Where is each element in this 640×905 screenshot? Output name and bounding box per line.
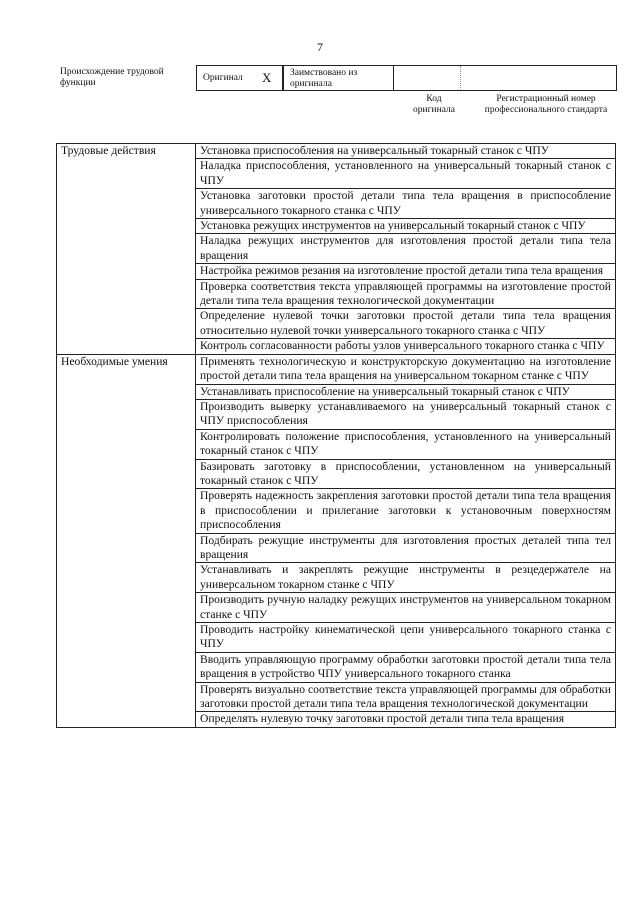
table-cell-item: Установка режущих инструментов на универсальный токарный станок с ЧПУ (196, 219, 616, 234)
code-divider (460, 66, 461, 90)
code-caption: Код оригинала (413, 94, 455, 115)
table-row (57, 144, 616, 159)
table-cell-item: Проводить настройку кинематической цепи универсального токарного станка с ЧПУ (196, 623, 616, 653)
table-cell-item: Определение нулевой точки заготовки простой детали типа тела вращения относительно нулевой точки универсального токарного станка с ЧПУ (196, 309, 616, 339)
table-cell-item: Наладка приспособления, установленного на универсальный токарный станок с ЧПУ (196, 159, 616, 189)
table-cell-item: Установка приспособления на универсальный токарный станок с ЧПУ (196, 144, 616, 159)
table-cell-item: Вводить управляющую программу обработки заготовки простой детали типа тела вращения в устройство ЧПУ универсального токарного станка (196, 652, 616, 682)
table-cell-item: Установка заготовки простой детали типа тела вращения в приспособление универсального токарного станка с ЧПУ (196, 189, 616, 219)
original-mark: X (262, 70, 272, 85)
table-cell-item: Производить выверку устанавливаемого на универсальный токарный станок с ЧПУ приспособления (196, 399, 616, 429)
table-cell-item: Подбирать режущие инструменты для изготовления простых деталей типа тел вращения (196, 533, 616, 563)
section-title: Необходимые умения (57, 354, 196, 727)
original-label: Оригинал (203, 73, 243, 83)
section-title: Трудовые действия (57, 144, 196, 355)
borrowed-label: Заимствовано из оригинала (290, 68, 358, 89)
table-cell-item: Проверка соответствия текста управляющей программы на изготовление простой детали типа тела вращения технологической документации (196, 279, 616, 309)
table-cell-item: Устанавливать и закреплять режущие инструменты в резцедержателе на универсальном токарном станке с ЧПУ (196, 563, 616, 593)
table-cell-item: Настройка режимов резания на изготовление простой детали типа тела вращения (196, 264, 616, 279)
table-cell-item: Производить ручную наладку режущих инструментов на универсальном токарном станке с ЧПУ (196, 593, 616, 623)
table-cell-item: Проверять визуально соответствие текста управляющей программы для обработки заготовки простой детали типа тела вращения технологической документации (196, 682, 616, 712)
table-cell-item: Применять технологическую и конструкторскую документацию на изготовление простой детали типа тела вращения на универсальном токарном станке с ЧПУ (196, 354, 616, 384)
borrowed-box (283, 65, 394, 91)
reg-number-caption: Регистрационный номер профессионального стандарта (484, 94, 608, 115)
original-box (196, 65, 283, 91)
function-table (56, 143, 616, 728)
table-cell-item: Базировать заготовку в приспособлении, установленном на универсальный токарный станок с ЧПУ (196, 459, 616, 489)
page-number: 7 (317, 40, 323, 54)
table-cell-item: Проверять надежность закрепления заготовки простой детали типа тела вращения в приспособлении и прилегание заготовки к установочным поверхностям приспособления (196, 489, 616, 533)
table-row (57, 354, 616, 384)
table-cell-item: Наладка режущих инструментов для изготовления простой детали типа тела вращения (196, 234, 616, 264)
table-cell-item: Контроль согласованности работы узлов универсального токарного станка с ЧПУ (196, 339, 616, 354)
origin-label: Происхождение трудовой функции (60, 67, 164, 88)
table-cell-item: Устанавливать приспособление на универсальный токарный станок с ЧПУ (196, 384, 616, 399)
table-cell-item: Контролировать положение приспособления, установленного на универсальный токарный станок с ЧПУ (196, 429, 616, 459)
code-box (394, 65, 617, 91)
table-cell-item: Определять нулевую точку заготовки простой детали типа тела вращения (196, 712, 616, 727)
